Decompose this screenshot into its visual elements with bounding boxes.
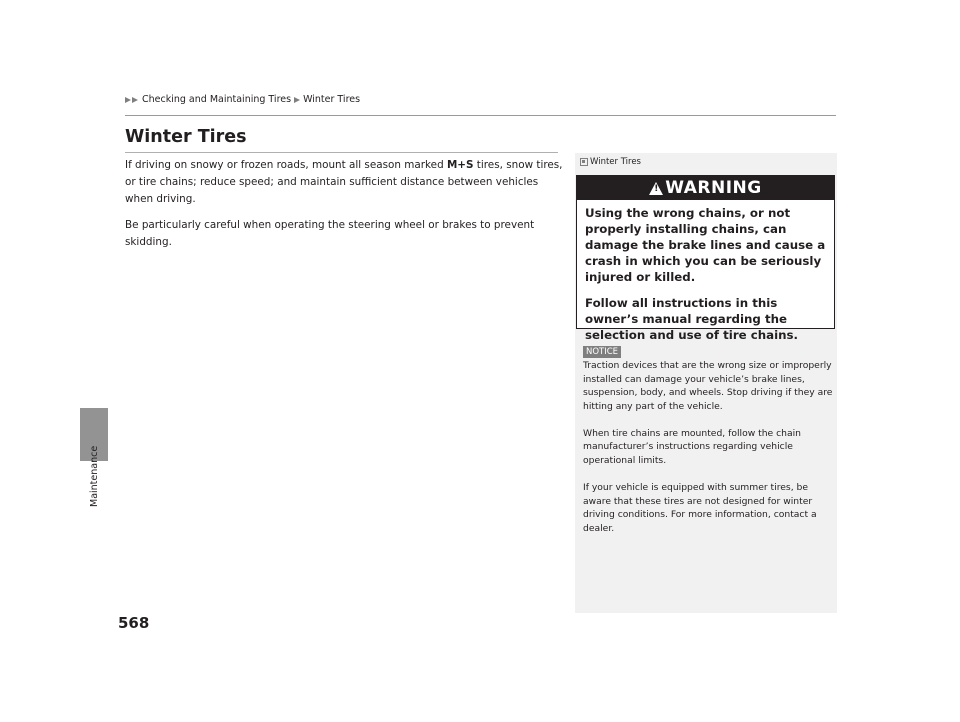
- breadcrumb-current: Winter Tires: [303, 94, 361, 105]
- breadcrumb-arrow-icon: [294, 97, 300, 103]
- notice-text: [583, 359, 833, 549]
- warning-triangle-icon: !: [649, 182, 663, 195]
- body-paragraph-2: Be particularly careful when operating the steering wheel or brakes to prevent skidding.: [125, 219, 535, 248]
- warning-header: [577, 176, 834, 200]
- sidebar-heading: [580, 157, 641, 167]
- breadcrumb: [125, 94, 360, 105]
- page-number: 568: [118, 614, 150, 632]
- breadcrumb-arrow-icon: [132, 97, 138, 103]
- warning-text-2: Follow all instructions in this owner’s manual regarding the selection and use of tire chains.: [585, 296, 799, 342]
- note-icon: [580, 158, 588, 166]
- main-content: [125, 157, 565, 260]
- sidebar-notes: [575, 153, 837, 613]
- page-title: Winter Tires: [125, 127, 247, 147]
- notice-paragraph-3: If your vehicle is equipped with summer tires, be aware that these tires are not designed for winter driving conditions. For more information, contact a dealer.: [583, 482, 817, 534]
- body-paragraph-1: [125, 157, 565, 208]
- tire-marking-label: M+S: [446, 159, 474, 171]
- breadcrumb-arrow-icon: [125, 97, 131, 103]
- title-divider: [125, 152, 558, 153]
- breadcrumb-link-checking-tires[interactable]: Checking and Maintaining Tires: [142, 94, 292, 105]
- notice-paragraph-2: When tire chains are mounted, follow the chain manufacturer’s instructions regarding vehicle operational limits.: [583, 427, 802, 467]
- warning-text-1: Using the wrong chains, or not properly installing chains, can damage the brake lines and cause a crash in which you can be seriously injured or killed.: [585, 206, 826, 284]
- body-text-1a: If driving on snowy or frozen roads, mount all season marked: [125, 159, 447, 171]
- warning-body: [577, 200, 834, 343]
- notice-badge: NOTICE: [583, 346, 621, 358]
- warning-box: [576, 175, 835, 342]
- body-text-1b: tires, snow tires, or tire chains; reduce speed; and maintain sufficient distance between vehicles when driving.: [125, 159, 563, 205]
- header-divider: [125, 115, 836, 116]
- section-tab-label: Maintenance: [89, 445, 100, 507]
- sidebar-heading-text: Winter Tires: [590, 157, 641, 167]
- notice-paragraph-1: Traction devices that are the wrong size or improperly installed can damage your vehicle’s brake lines, suspension, body, and wheels. Stop driving if they are hitting any part of the vehicle.: [583, 360, 833, 412]
- warning-title: WARNING: [665, 178, 762, 198]
